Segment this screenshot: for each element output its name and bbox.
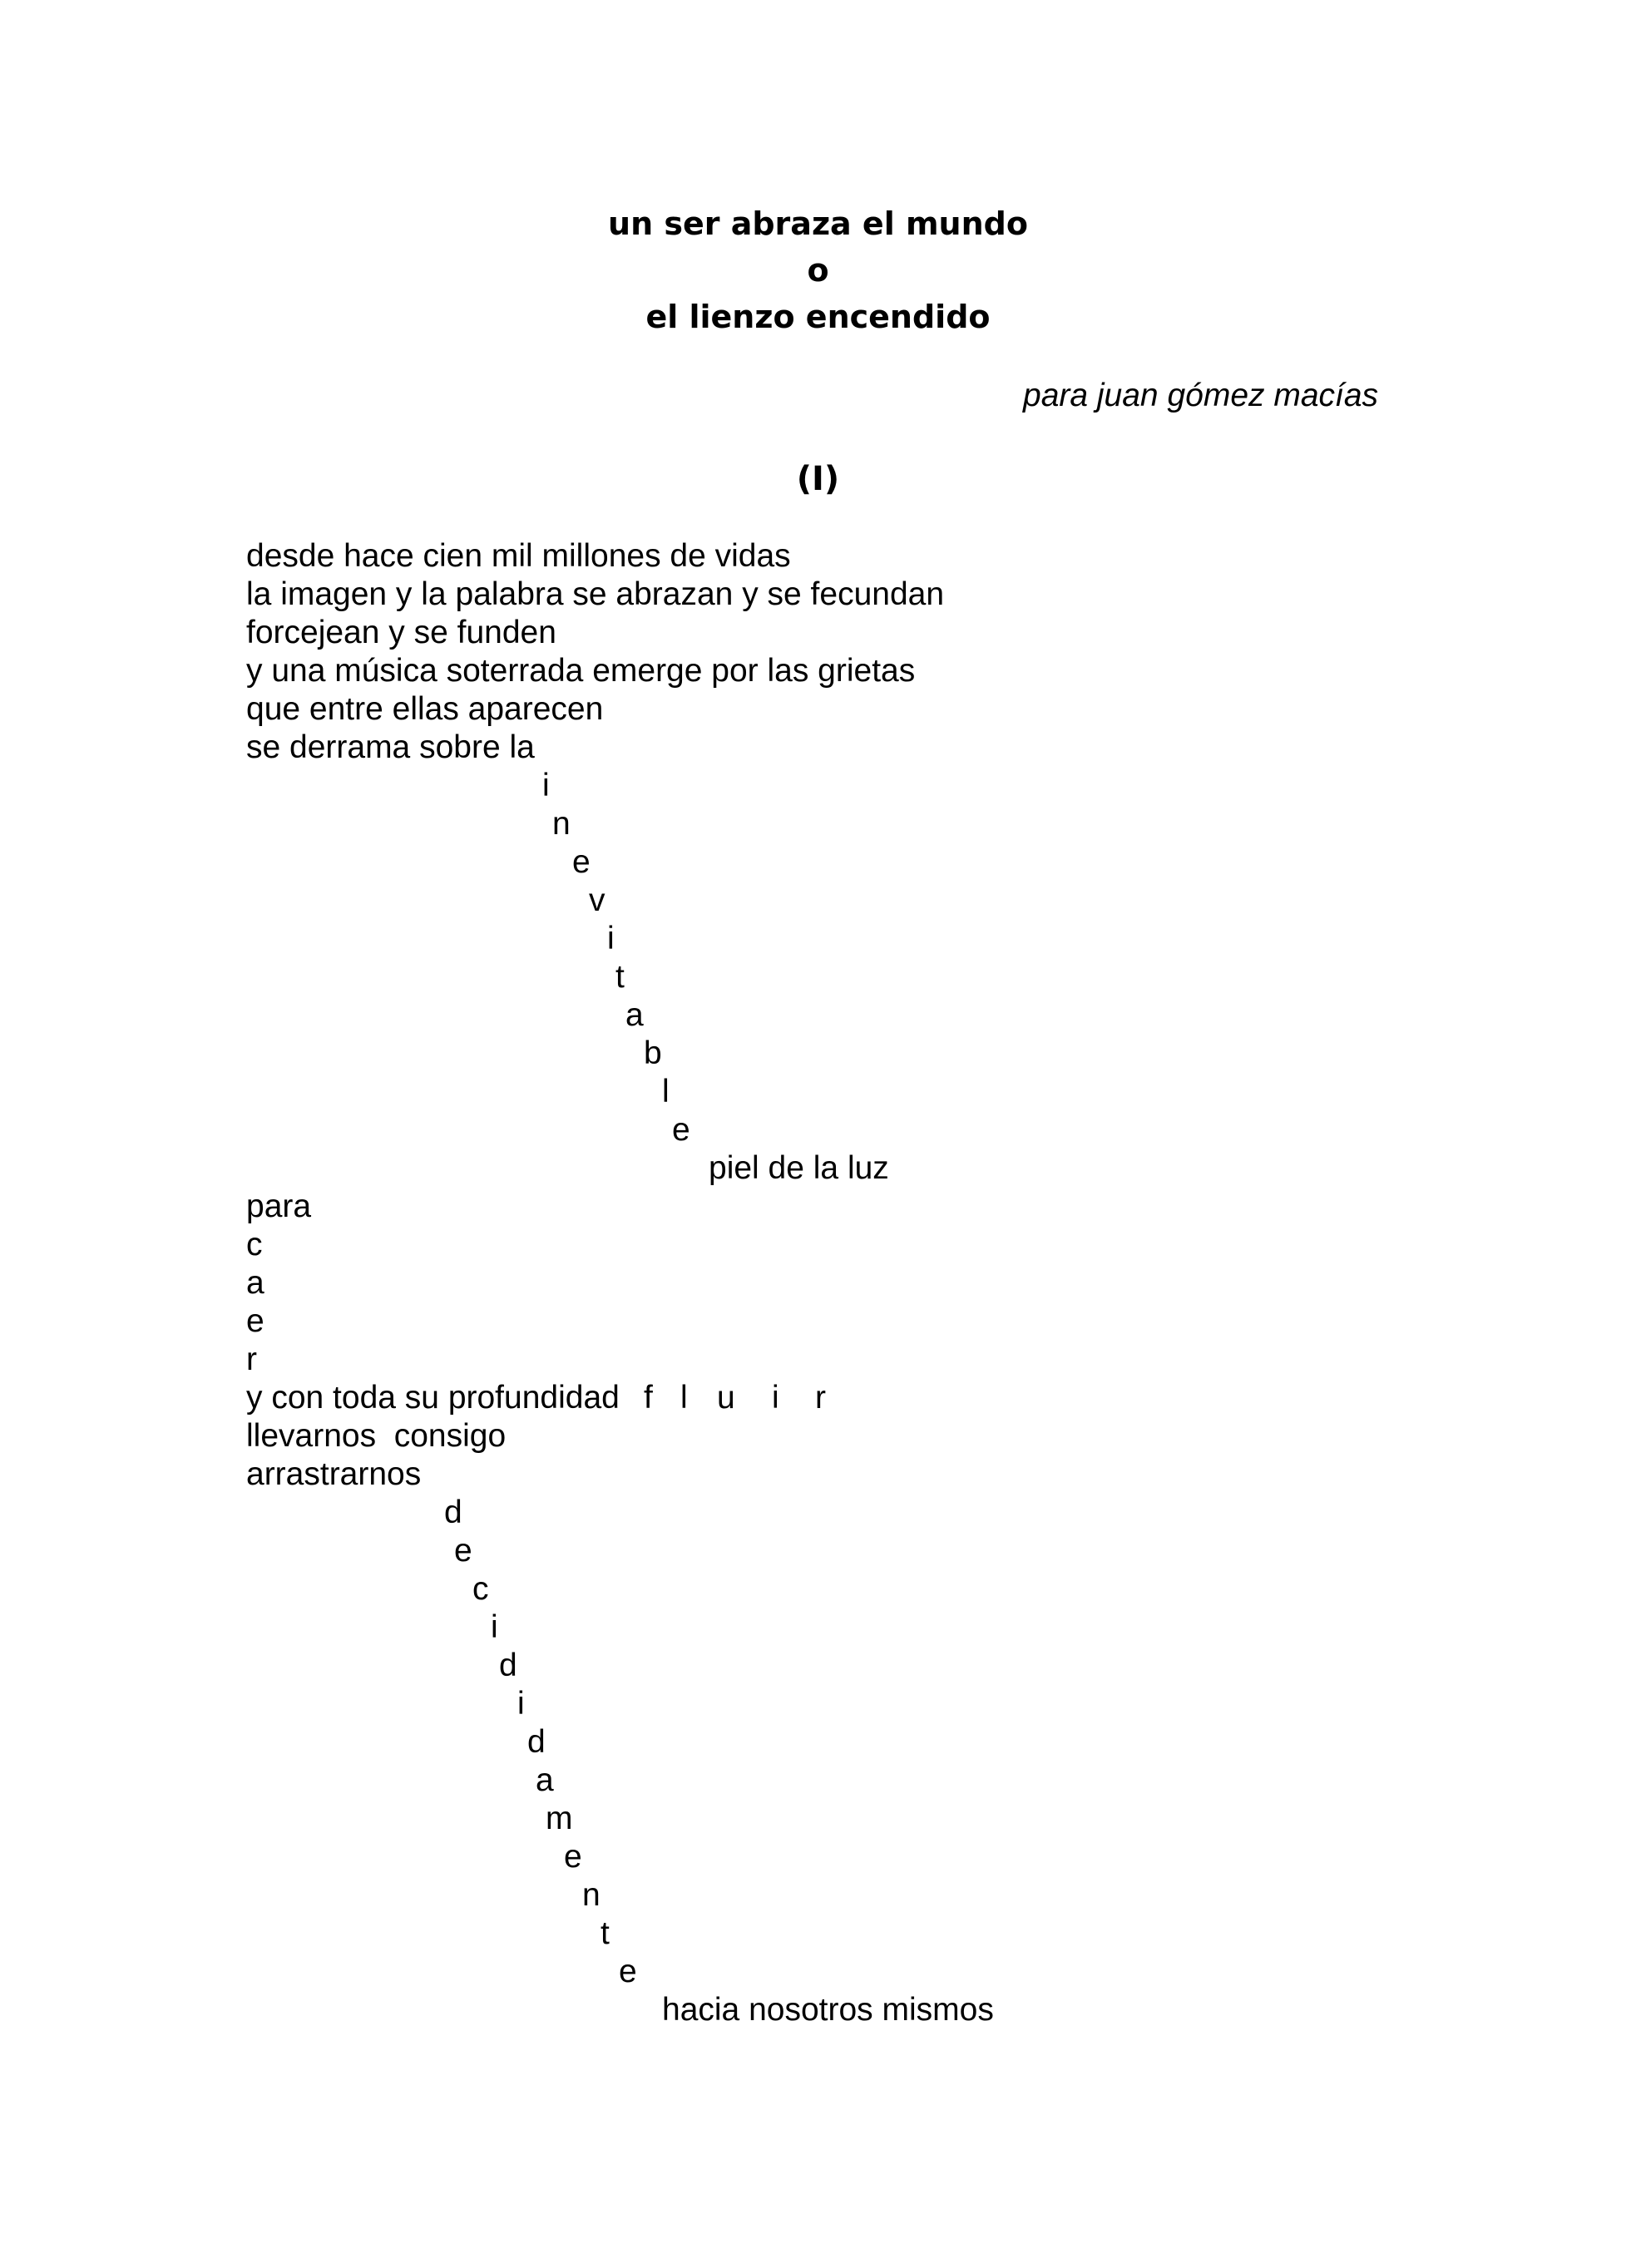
cascade-letter: m [546, 1801, 573, 1836]
poem-line: para [246, 1188, 312, 1224]
cascade-letter: l [662, 1074, 670, 1109]
cascade-letter: t [615, 959, 625, 995]
cascade-letter: a [625, 997, 644, 1033]
cascade-letter: e [564, 1839, 582, 1875]
dedication: para juan gómez macías [1023, 378, 1379, 413]
poem-line: que entre ellas aparecen [246, 691, 604, 727]
poem-line: piel de la luz [709, 1150, 889, 1186]
cascade-letter: i [517, 1686, 525, 1722]
cascade-letter: r [246, 1342, 257, 1377]
section-number: (I) [796, 460, 840, 498]
cascade-letter: n [552, 806, 571, 842]
cascade-letter: e [619, 1954, 637, 1989]
cascade-letter: c [246, 1227, 263, 1262]
poem-line: hacia nosotros mismos [662, 1992, 994, 2028]
spaced-letter: r [815, 1380, 826, 1416]
spaced-letter: f [644, 1380, 653, 1416]
cascade-letter: n [582, 1877, 601, 1913]
poem-title-line-1: un ser abraza el mundo [608, 205, 1028, 242]
poem-line: llevarnos consigo [246, 1418, 507, 1454]
cascade-letter: a [536, 1762, 554, 1798]
cascade-letter: e [246, 1303, 264, 1339]
poem-title-line-2: o [807, 252, 829, 289]
spaced-letter: l [680, 1380, 688, 1416]
cascade-letter: e [672, 1112, 690, 1148]
cascade-letter: t [601, 1915, 610, 1951]
cascade-letter: c [472, 1571, 489, 1607]
poem-line: la imagen y la palabra se abrazan y se fecundan [246, 576, 945, 612]
cascade-letter: d [527, 1724, 546, 1760]
poem-line: desde hace cien mil millones de vidas [246, 538, 791, 574]
cascade-letter: i [491, 1609, 498, 1645]
cascade-letter: d [444, 1495, 462, 1530]
poem-line: y con toda su profundidad [246, 1380, 620, 1416]
poem-title-line-3: el lienzo encendido [645, 299, 991, 335]
spaced-letter: u [717, 1380, 735, 1416]
cascade-letter: e [572, 844, 591, 880]
cascade-letter: d [499, 1648, 517, 1683]
cascade-letter: i [607, 921, 615, 956]
cascade-letter: e [454, 1533, 472, 1569]
poem-line: y una música soterrada emerge por las grietas [246, 653, 916, 689]
poem-line: se derrama sobre la [246, 729, 535, 765]
cascade-letter: a [246, 1265, 264, 1301]
spaced-letter: i [772, 1380, 779, 1416]
cascade-letter: i [542, 768, 550, 803]
poem-line: forcejean y se funden [246, 615, 556, 650]
cascade-letter: b [644, 1035, 662, 1071]
cascade-letter: v [589, 882, 605, 918]
poem-line: arrastrarnos [246, 1456, 422, 1492]
